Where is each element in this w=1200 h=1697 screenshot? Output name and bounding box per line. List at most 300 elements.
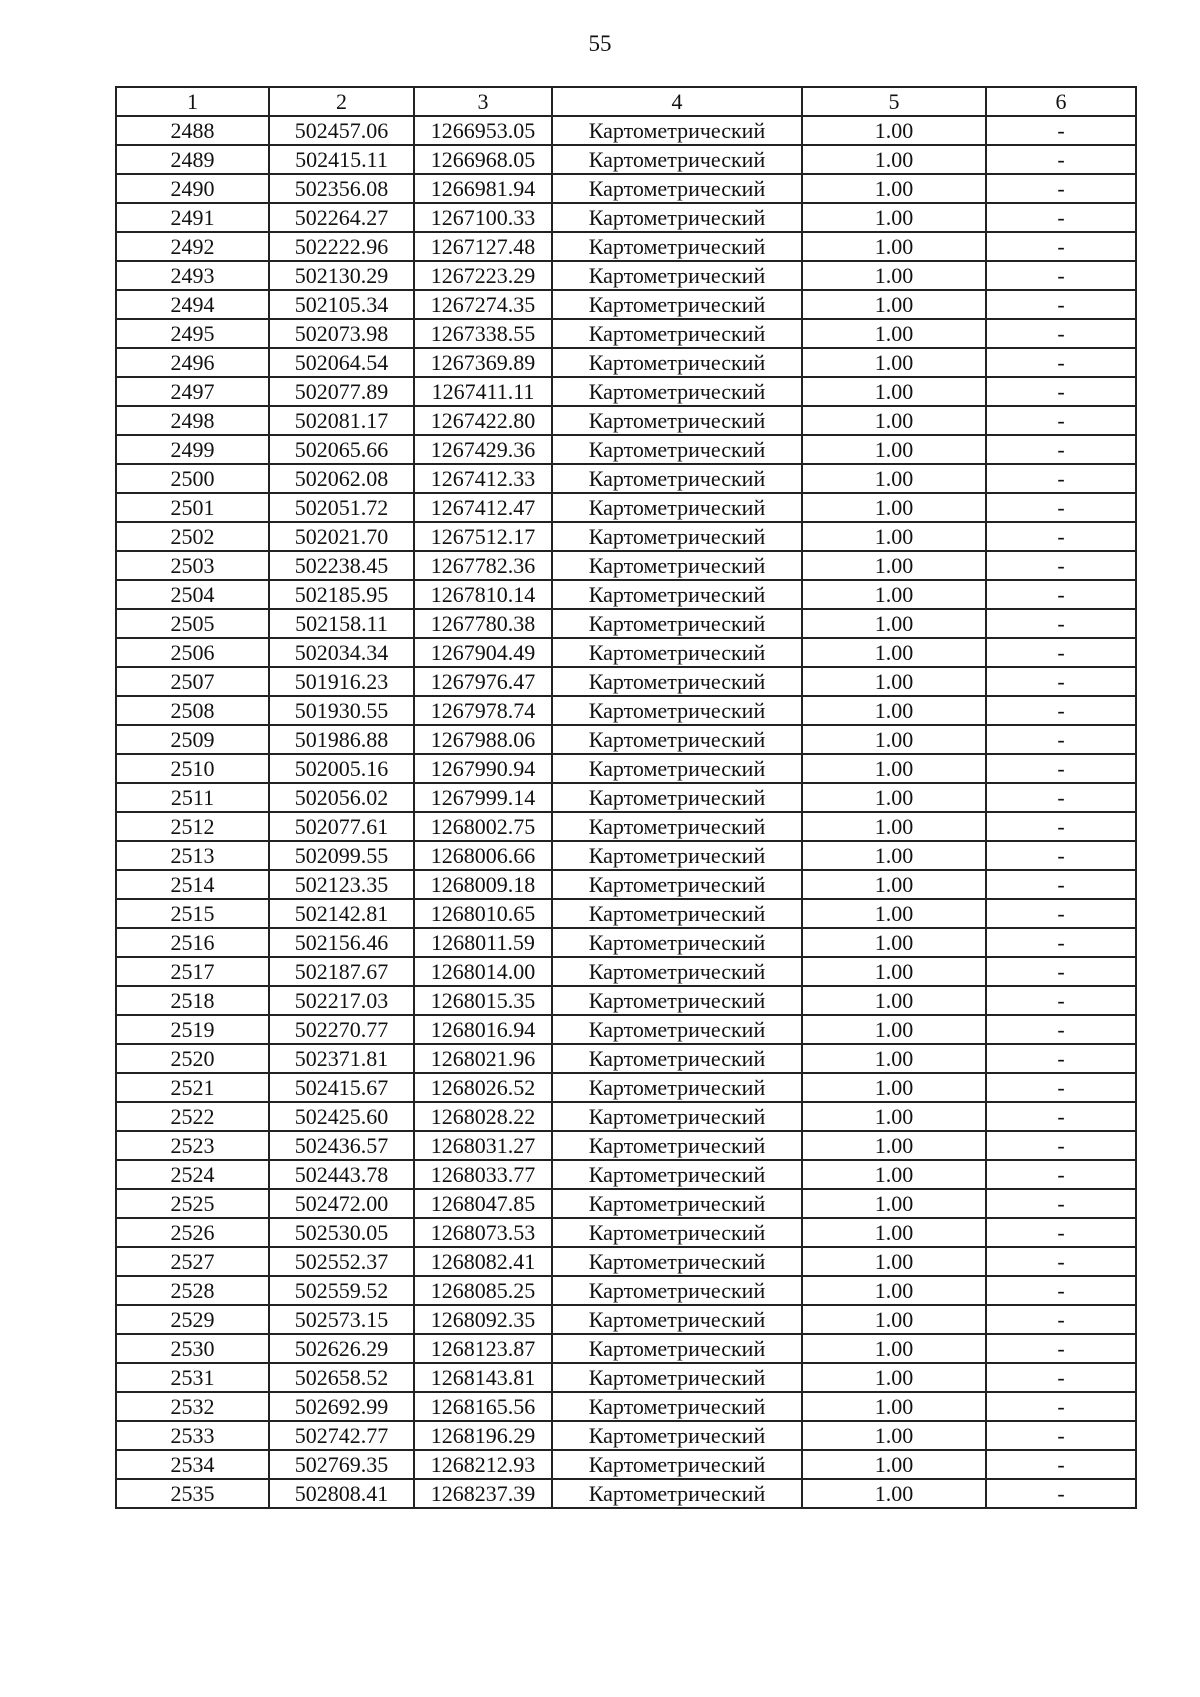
point-number-cell: 2521 (116, 1073, 269, 1102)
x-coordinate-cell: 501986.88 (269, 725, 414, 754)
accuracy-cell: 1.00 (802, 1479, 986, 1508)
description-cell: - (986, 348, 1136, 377)
point-number-cell: 2533 (116, 1421, 269, 1450)
description-cell: - (986, 1421, 1136, 1450)
x-coordinate-cell: 502270.77 (269, 1015, 414, 1044)
y-coordinate-cell: 1268026.52 (414, 1073, 552, 1102)
point-number-cell: 2495 (116, 319, 269, 348)
y-coordinate-cell: 1268237.39 (414, 1479, 552, 1508)
x-coordinate-cell: 502073.98 (269, 319, 414, 348)
description-cell: - (986, 174, 1136, 203)
accuracy-cell: 1.00 (802, 1073, 986, 1102)
y-coordinate-cell: 1266981.94 (414, 174, 552, 203)
y-coordinate-cell: 1268123.87 (414, 1334, 552, 1363)
y-coordinate-cell: 1267990.94 (414, 754, 552, 783)
y-coordinate-cell: 1268143.81 (414, 1363, 552, 1392)
method-cell: Картометрический (552, 1218, 802, 1247)
accuracy-cell: 1.00 (802, 754, 986, 783)
accuracy-cell: 1.00 (802, 290, 986, 319)
point-number-cell: 2510 (116, 754, 269, 783)
point-number-cell: 2504 (116, 580, 269, 609)
table-row (116, 435, 1136, 464)
x-coordinate-cell: 502081.17 (269, 406, 414, 435)
table-row (116, 986, 1136, 1015)
accuracy-cell: 1.00 (802, 1015, 986, 1044)
accuracy-cell: 1.00 (802, 145, 986, 174)
description-cell: - (986, 435, 1136, 464)
y-coordinate-cell: 1267978.74 (414, 696, 552, 725)
description-cell: - (986, 1073, 1136, 1102)
point-number-cell: 2523 (116, 1131, 269, 1160)
description-cell: - (986, 754, 1136, 783)
accuracy-cell: 1.00 (802, 841, 986, 870)
table-row (116, 1392, 1136, 1421)
method-cell: Картометрический (552, 812, 802, 841)
table-row (116, 1131, 1136, 1160)
y-coordinate-cell: 1267512.17 (414, 522, 552, 551)
accuracy-cell: 1.00 (802, 406, 986, 435)
x-coordinate-cell: 502185.95 (269, 580, 414, 609)
column-header: 6 (986, 87, 1136, 116)
point-number-cell: 2509 (116, 725, 269, 754)
x-coordinate-cell: 502559.52 (269, 1276, 414, 1305)
y-coordinate-cell: 1267223.29 (414, 261, 552, 290)
y-coordinate-cell: 1268028.22 (414, 1102, 552, 1131)
method-cell: Картометрический (552, 580, 802, 609)
accuracy-cell: 1.00 (802, 1392, 986, 1421)
description-cell: - (986, 1160, 1136, 1189)
y-coordinate-cell: 1267904.49 (414, 638, 552, 667)
description-cell: - (986, 1131, 1136, 1160)
accuracy-cell: 1.00 (802, 203, 986, 232)
description-cell: - (986, 522, 1136, 551)
point-number-cell: 2501 (116, 493, 269, 522)
description-cell: - (986, 1305, 1136, 1334)
accuracy-cell: 1.00 (802, 870, 986, 899)
y-coordinate-cell: 1267127.48 (414, 232, 552, 261)
description-cell: - (986, 580, 1136, 609)
y-coordinate-cell: 1267369.89 (414, 348, 552, 377)
table-row (116, 899, 1136, 928)
method-cell: Картометрический (552, 145, 802, 174)
method-cell: Картометрический (552, 1044, 802, 1073)
coordinates-table (115, 86, 1137, 1509)
column-header: 3 (414, 87, 552, 116)
x-coordinate-cell: 502457.06 (269, 116, 414, 145)
y-coordinate-cell: 1268047.85 (414, 1189, 552, 1218)
description-cell: - (986, 696, 1136, 725)
description-cell: - (986, 667, 1136, 696)
table-row (116, 870, 1136, 899)
description-cell: - (986, 841, 1136, 870)
accuracy-cell: 1.00 (802, 319, 986, 348)
method-cell: Картометрический (552, 696, 802, 725)
point-number-cell: 2513 (116, 841, 269, 870)
accuracy-cell: 1.00 (802, 1363, 986, 1392)
method-cell: Картометрический (552, 232, 802, 261)
accuracy-cell: 1.00 (802, 899, 986, 928)
point-number-cell: 2506 (116, 638, 269, 667)
x-coordinate-cell: 502005.16 (269, 754, 414, 783)
method-cell: Картометрический (552, 522, 802, 551)
accuracy-cell: 1.00 (802, 1247, 986, 1276)
x-coordinate-cell: 502658.52 (269, 1363, 414, 1392)
point-number-cell: 2505 (116, 609, 269, 638)
method-cell: Картометрический (552, 174, 802, 203)
table-row (116, 1276, 1136, 1305)
table-row (116, 1218, 1136, 1247)
description-cell: - (986, 638, 1136, 667)
column-header: 2 (269, 87, 414, 116)
accuracy-cell: 1.00 (802, 638, 986, 667)
point-number-cell: 2515 (116, 899, 269, 928)
description-cell: - (986, 1363, 1136, 1392)
point-number-cell: 2522 (116, 1102, 269, 1131)
column-header: 5 (802, 87, 986, 116)
description-cell: - (986, 1247, 1136, 1276)
x-coordinate-cell: 502472.00 (269, 1189, 414, 1218)
y-coordinate-cell: 1267338.55 (414, 319, 552, 348)
accuracy-cell: 1.00 (802, 1160, 986, 1189)
x-coordinate-cell: 502187.67 (269, 957, 414, 986)
table-body (116, 116, 1136, 1508)
method-cell: Картометрический (552, 1247, 802, 1276)
accuracy-cell: 1.00 (802, 1305, 986, 1334)
table-row (116, 1102, 1136, 1131)
y-coordinate-cell: 1267429.36 (414, 435, 552, 464)
y-coordinate-cell: 1268196.29 (414, 1421, 552, 1450)
description-cell: - (986, 116, 1136, 145)
x-coordinate-cell: 501930.55 (269, 696, 414, 725)
table-row (116, 1073, 1136, 1102)
x-coordinate-cell: 502105.34 (269, 290, 414, 319)
y-coordinate-cell: 1267999.14 (414, 783, 552, 812)
y-coordinate-cell: 1266953.05 (414, 116, 552, 145)
method-cell: Картометрический (552, 1450, 802, 1479)
y-coordinate-cell: 1268212.93 (414, 1450, 552, 1479)
description-cell: - (986, 232, 1136, 261)
table-row (116, 725, 1136, 754)
point-number-cell: 2511 (116, 783, 269, 812)
table-row (116, 319, 1136, 348)
point-number-cell: 2496 (116, 348, 269, 377)
method-cell: Картометрический (552, 1305, 802, 1334)
table-row (116, 1160, 1136, 1189)
y-coordinate-cell: 1268014.00 (414, 957, 552, 986)
method-cell: Картометрический (552, 899, 802, 928)
point-number-cell: 2535 (116, 1479, 269, 1508)
point-number-cell: 2516 (116, 928, 269, 957)
method-cell: Картометрический (552, 1276, 802, 1305)
table-row (116, 522, 1136, 551)
accuracy-cell: 1.00 (802, 696, 986, 725)
point-number-cell: 2499 (116, 435, 269, 464)
method-cell: Картометрический (552, 667, 802, 696)
method-cell: Картометрический (552, 928, 802, 957)
method-cell: Картометрический (552, 1363, 802, 1392)
table-row (116, 1450, 1136, 1479)
accuracy-cell: 1.00 (802, 116, 986, 145)
y-coordinate-cell: 1268015.35 (414, 986, 552, 1015)
x-coordinate-cell: 502371.81 (269, 1044, 414, 1073)
table-row (116, 696, 1136, 725)
method-cell: Картометрический (552, 1160, 802, 1189)
table-row (116, 957, 1136, 986)
table-row (116, 1015, 1136, 1044)
y-coordinate-cell: 1268085.25 (414, 1276, 552, 1305)
x-coordinate-cell: 502443.78 (269, 1160, 414, 1189)
table-row (116, 116, 1136, 145)
description-cell: - (986, 145, 1136, 174)
description-cell: - (986, 957, 1136, 986)
table-row (116, 232, 1136, 261)
table-row (116, 638, 1136, 667)
accuracy-cell: 1.00 (802, 928, 986, 957)
accuracy-cell: 1.00 (802, 1131, 986, 1160)
method-cell: Картометрический (552, 870, 802, 899)
description-cell: - (986, 406, 1136, 435)
table-row (116, 841, 1136, 870)
table-row (116, 290, 1136, 319)
x-coordinate-cell: 502099.55 (269, 841, 414, 870)
y-coordinate-cell: 1268009.18 (414, 870, 552, 899)
method-cell: Картометрический (552, 116, 802, 145)
table-row (116, 1044, 1136, 1073)
y-coordinate-cell: 1268016.94 (414, 1015, 552, 1044)
y-coordinate-cell: 1268021.96 (414, 1044, 552, 1073)
description-cell: - (986, 377, 1136, 406)
x-coordinate-cell: 502808.41 (269, 1479, 414, 1508)
accuracy-cell: 1.00 (802, 174, 986, 203)
point-number-cell: 2500 (116, 464, 269, 493)
y-coordinate-cell: 1267100.33 (414, 203, 552, 232)
y-coordinate-cell: 1267274.35 (414, 290, 552, 319)
method-cell: Картометрический (552, 957, 802, 986)
table-row (116, 145, 1136, 174)
table-row (116, 667, 1136, 696)
point-number-cell: 2508 (116, 696, 269, 725)
y-coordinate-cell: 1268006.66 (414, 841, 552, 870)
table-row (116, 1479, 1136, 1508)
accuracy-cell: 1.00 (802, 609, 986, 638)
point-number-cell: 2525 (116, 1189, 269, 1218)
description-cell: - (986, 551, 1136, 580)
point-number-cell: 2488 (116, 116, 269, 145)
description-cell: - (986, 812, 1136, 841)
accuracy-cell: 1.00 (802, 348, 986, 377)
table-row (116, 348, 1136, 377)
description-cell: - (986, 783, 1136, 812)
description-cell: - (986, 1479, 1136, 1508)
accuracy-cell: 1.00 (802, 551, 986, 580)
table-row (116, 754, 1136, 783)
table-row (116, 580, 1136, 609)
x-coordinate-cell: 502626.29 (269, 1334, 414, 1363)
description-cell: - (986, 1189, 1136, 1218)
x-coordinate-cell: 502530.05 (269, 1218, 414, 1247)
table-row (116, 1421, 1136, 1450)
x-coordinate-cell: 502356.08 (269, 174, 414, 203)
accuracy-cell: 1.00 (802, 261, 986, 290)
y-coordinate-cell: 1267988.06 (414, 725, 552, 754)
table-row (116, 609, 1136, 638)
point-number-cell: 2518 (116, 986, 269, 1015)
x-coordinate-cell: 502769.35 (269, 1450, 414, 1479)
method-cell: Картометрический (552, 609, 802, 638)
point-number-cell: 2502 (116, 522, 269, 551)
x-coordinate-cell: 502130.29 (269, 261, 414, 290)
description-cell: - (986, 1015, 1136, 1044)
accuracy-cell: 1.00 (802, 812, 986, 841)
point-number-cell: 2517 (116, 957, 269, 986)
y-coordinate-cell: 1266968.05 (414, 145, 552, 174)
method-cell: Картометрический (552, 377, 802, 406)
point-number-cell: 2534 (116, 1450, 269, 1479)
point-number-cell: 2524 (116, 1160, 269, 1189)
method-cell: Картометрический (552, 1479, 802, 1508)
accuracy-cell: 1.00 (802, 522, 986, 551)
method-cell: Картометрический (552, 261, 802, 290)
table-row (116, 377, 1136, 406)
method-cell: Картометрический (552, 1015, 802, 1044)
x-coordinate-cell: 502436.57 (269, 1131, 414, 1160)
point-number-cell: 2491 (116, 203, 269, 232)
x-coordinate-cell: 502415.67 (269, 1073, 414, 1102)
table-row (116, 464, 1136, 493)
y-coordinate-cell: 1268002.75 (414, 812, 552, 841)
x-coordinate-cell: 502264.27 (269, 203, 414, 232)
point-number-cell: 2492 (116, 232, 269, 261)
y-coordinate-cell: 1268165.56 (414, 1392, 552, 1421)
method-cell: Картометрический (552, 1073, 802, 1102)
method-cell: Картометрический (552, 754, 802, 783)
accuracy-cell: 1.00 (802, 464, 986, 493)
table-row (116, 1247, 1136, 1276)
column-header: 1 (116, 87, 269, 116)
y-coordinate-cell: 1267422.80 (414, 406, 552, 435)
accuracy-cell: 1.00 (802, 1421, 986, 1450)
x-coordinate-cell: 502158.11 (269, 609, 414, 638)
accuracy-cell: 1.00 (802, 957, 986, 986)
x-coordinate-cell: 502156.46 (269, 928, 414, 957)
x-coordinate-cell: 502222.96 (269, 232, 414, 261)
point-number-cell: 2530 (116, 1334, 269, 1363)
method-cell: Картометрический (552, 783, 802, 812)
description-cell: - (986, 464, 1136, 493)
y-coordinate-cell: 1267411.11 (414, 377, 552, 406)
y-coordinate-cell: 1268082.41 (414, 1247, 552, 1276)
y-coordinate-cell: 1267412.33 (414, 464, 552, 493)
method-cell: Картометрический (552, 638, 802, 667)
point-number-cell: 2497 (116, 377, 269, 406)
x-coordinate-cell: 502077.61 (269, 812, 414, 841)
table-row (116, 812, 1136, 841)
accuracy-cell: 1.00 (802, 783, 986, 812)
point-number-cell: 2512 (116, 812, 269, 841)
table-row (116, 1305, 1136, 1334)
table-row (116, 203, 1136, 232)
description-cell: - (986, 1334, 1136, 1363)
table-row (116, 928, 1136, 957)
description-cell: - (986, 870, 1136, 899)
table-row (116, 406, 1136, 435)
x-coordinate-cell: 501916.23 (269, 667, 414, 696)
y-coordinate-cell: 1267412.47 (414, 493, 552, 522)
point-number-cell: 2489 (116, 145, 269, 174)
description-cell: - (986, 609, 1136, 638)
accuracy-cell: 1.00 (802, 232, 986, 261)
accuracy-cell: 1.00 (802, 580, 986, 609)
method-cell: Картометрический (552, 406, 802, 435)
method-cell: Картометрический (552, 1131, 802, 1160)
y-coordinate-cell: 1267810.14 (414, 580, 552, 609)
x-coordinate-cell: 502238.45 (269, 551, 414, 580)
accuracy-cell: 1.00 (802, 1044, 986, 1073)
description-cell: - (986, 493, 1136, 522)
y-coordinate-cell: 1268011.59 (414, 928, 552, 957)
method-cell: Картометрический (552, 986, 802, 1015)
point-number-cell: 2531 (116, 1363, 269, 1392)
y-coordinate-cell: 1268031.27 (414, 1131, 552, 1160)
description-cell: - (986, 261, 1136, 290)
accuracy-cell: 1.00 (802, 1189, 986, 1218)
table-row (116, 174, 1136, 203)
method-cell: Картометрический (552, 1334, 802, 1363)
method-cell: Картометрический (552, 1189, 802, 1218)
method-cell: Картометрический (552, 319, 802, 348)
accuracy-cell: 1.00 (802, 493, 986, 522)
method-cell: Картометрический (552, 1392, 802, 1421)
x-coordinate-cell: 502077.89 (269, 377, 414, 406)
x-coordinate-cell: 502415.11 (269, 145, 414, 174)
description-cell: - (986, 1450, 1136, 1479)
x-coordinate-cell: 502034.34 (269, 638, 414, 667)
table-row (116, 783, 1136, 812)
y-coordinate-cell: 1268073.53 (414, 1218, 552, 1247)
method-cell: Картометрический (552, 493, 802, 522)
method-cell: Картометрический (552, 348, 802, 377)
description-cell: - (986, 1044, 1136, 1073)
description-cell: - (986, 290, 1136, 319)
description-cell: - (986, 1392, 1136, 1421)
method-cell: Картометрический (552, 1421, 802, 1450)
method-cell: Картометрический (552, 841, 802, 870)
point-number-cell: 2527 (116, 1247, 269, 1276)
page-number: 55 (588, 31, 612, 56)
point-number-cell: 2498 (116, 406, 269, 435)
method-cell: Картометрический (552, 551, 802, 580)
accuracy-cell: 1.00 (802, 1450, 986, 1479)
accuracy-cell: 1.00 (802, 725, 986, 754)
x-coordinate-cell: 502123.35 (269, 870, 414, 899)
y-coordinate-cell: 1268092.35 (414, 1305, 552, 1334)
point-number-cell: 2520 (116, 1044, 269, 1073)
x-coordinate-cell: 502742.77 (269, 1421, 414, 1450)
table-row (116, 1363, 1136, 1392)
point-number-cell: 2519 (116, 1015, 269, 1044)
accuracy-cell: 1.00 (802, 1218, 986, 1247)
accuracy-cell: 1.00 (802, 435, 986, 464)
point-number-cell: 2528 (116, 1276, 269, 1305)
method-cell: Картометрический (552, 203, 802, 232)
x-coordinate-cell: 502142.81 (269, 899, 414, 928)
description-cell: - (986, 1102, 1136, 1131)
point-number-cell: 2494 (116, 290, 269, 319)
column-header: 4 (552, 87, 802, 116)
table-row (116, 551, 1136, 580)
x-coordinate-cell: 502065.66 (269, 435, 414, 464)
table-row (116, 1334, 1136, 1363)
